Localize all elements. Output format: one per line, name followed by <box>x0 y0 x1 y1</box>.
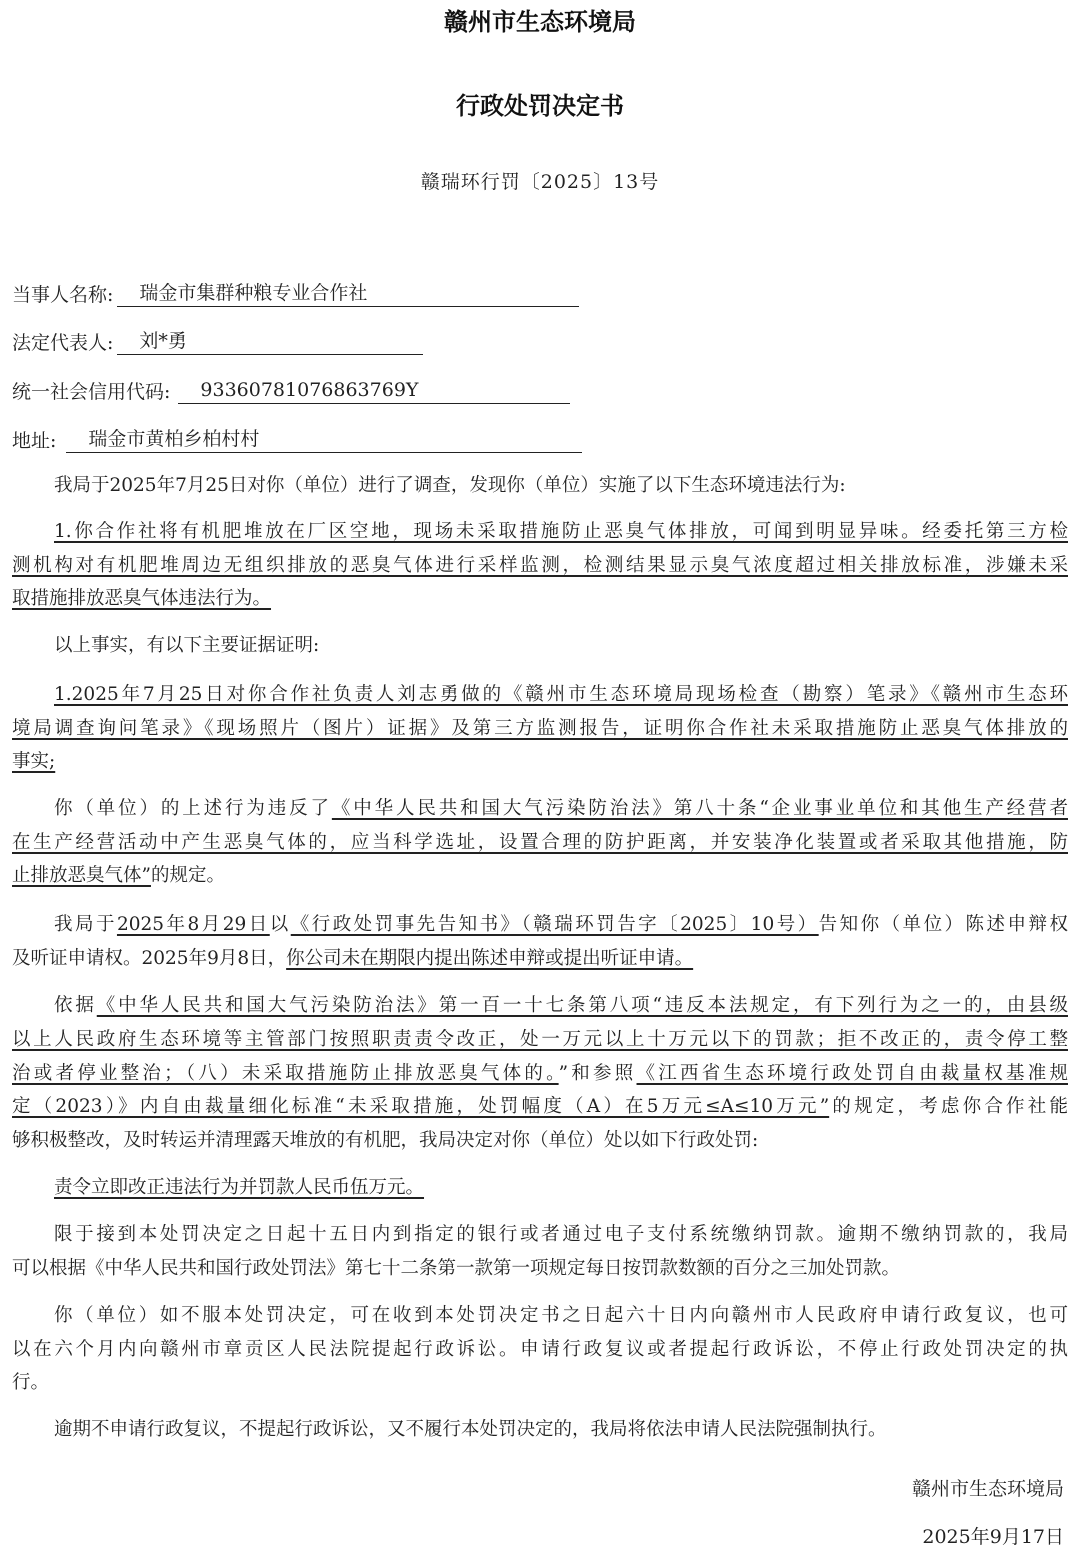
party-name-label: 当事人名称: <box>12 284 114 306</box>
evidence-intro: 以上事实，有以下主要证据证明: <box>54 635 320 656</box>
evidence-line-1: 1.2025年7月25日对你合作社负责人刘志勇做的《赣州市生态环境局现场检查（勘察）笔录》《赣州市生态环 <box>54 684 1068 705</box>
notice-line-1 <box>54 906 1068 944</box>
notice-date: 2025年8月29日 <box>116 914 270 935</box>
basis-item: 治或者停业整治；（八）未采取措施防止排放恶臭气体的。 <box>12 1063 559 1084</box>
payment-line-1: 限于接到本处罚决定之日起十五日内到指定的银行或者通过电子支付系统缴纳罚款。逾期不缴纳罚款的，我局 <box>54 1224 1068 1245</box>
basis-lead: 依据 <box>54 995 97 1016</box>
notice-line-2 <box>12 940 1068 978</box>
basis-standard-cont: 定（2023）》内自由裁量细化标准“未采取措施，处罚幅度（A）在5万元≤A≤10万元” <box>12 1096 830 1117</box>
evidence-line-3: 事实; <box>12 751 56 772</box>
notice-tail: 告知你（单位）陈述申辩权 <box>818 914 1068 935</box>
notice-result: 你公司未在期限内提出陈述申辩或提出听证申请。 <box>286 948 694 969</box>
law-line-3-tail: 的规定。 <box>150 865 225 886</box>
document-title: 行政处罚决定书 <box>456 92 624 120</box>
violation-line-2: 测机构对有机肥堆周边无组织排放的恶臭气体进行采样监测，检测结果显示臭气浓度超过相关排放标准，涉嫌未采 <box>12 555 1068 576</box>
notice-document: 《行政处罚事先告知书》（赣瑞环罚告字〔2025〕10号） <box>290 914 819 935</box>
investigation-paragraph: 我局于2025年7月25日对你（单位）进行了调查，发现你（单位）实施了以下生态环境违法行为: <box>54 475 846 496</box>
basis-line-5: 够积极整改，及时转运并清理露天堆放的有机肥，我局决定对你（单位）处以如下行政处罚: <box>12 1130 759 1151</box>
remedy-line-3: 行。 <box>12 1372 50 1393</box>
legal-rep-value: 刘*勇 <box>117 329 423 355</box>
agency-heading: 赣州市生态环境局 <box>444 8 636 36</box>
basis-cite: 《中华人民共和国大气污染防治法》第一百一十七条第八项“违反本法规定，有下列行为之一的，由县级 <box>96 995 1068 1016</box>
notice-by: 以 <box>269 914 291 935</box>
notice-hearing: 及听证申请权。2025年9月8日， <box>12 948 287 969</box>
notice-lead: 我局于 <box>54 914 117 935</box>
credit-code-label: 统一社会信用代码: <box>12 381 171 403</box>
law-line-1-lead: 你（单位）的上述行为违反了 <box>54 798 332 819</box>
basis-ref: ”和参照 <box>558 1063 637 1084</box>
party-name-value: 瑞金市集群种粮专业合作社 <box>117 281 579 307</box>
legal-rep-row <box>12 328 423 355</box>
basis-standard: 《江西省生态环境行政处罚自由裁量权基准规 <box>636 1063 1068 1084</box>
credit-code-value: 93360781076863769Y <box>178 378 570 404</box>
basis-line-4 <box>12 1088 1068 1126</box>
signature-agency: 赣州市生态环境局 <box>911 1478 1064 1500</box>
payment-line-2: 可以根据《中华人民共和国行政处罚法》第七十二条第一款第一项规定每日按罚款数额的百分之三加处罚款。 <box>12 1258 901 1279</box>
enforcement-paragraph: 逾期不申请行政复议，不提起行政诉讼，又不履行本处罚决定的，我局将依法申请人民法院强制执行。 <box>54 1419 887 1440</box>
legal-rep-label: 法定代表人: <box>12 332 114 354</box>
remedy-line-2: 以在六个月内向赣州市章贡区人民法院提起行政诉讼。申请行政复议或者提起行政诉讼，不停止行政处罚决定的执 <box>12 1339 1068 1360</box>
remedy-line-1: 你（单位）如不服本处罚决定，可在收到本处罚决定书之日起六十日内向赣州市人民政府申请行政复议，也可 <box>54 1305 1068 1326</box>
basis-consider: 的规定，考虑你合作社能 <box>829 1096 1068 1117</box>
signature-date: 2025年9月17日 <box>922 1526 1064 1548</box>
document-number: 赣瑞环行罚〔2025〕13号 <box>420 171 660 193</box>
violation-line-3: 取措施排放恶臭气体违法行为。 <box>12 588 272 609</box>
law-line-3-cite: 止排放恶臭气体” <box>12 865 151 886</box>
evidence-line-2: 境局调查询问笔录》《现场照片（图片）证据》及第三方监测报告，证明你合作社未采取措施防止恶臭气体排放的 <box>12 718 1068 739</box>
law-line-2: 在生产经营活动中产生恶臭气体的，应当科学选址，设置合理的防护距离，并安装净化装置或者采取其他措施，防 <box>12 832 1068 853</box>
law-line-1-cite: 《中华人民共和国大气污染防治法》第八十条“企业事业单位和其他生产经营者 <box>331 798 1068 819</box>
address-row <box>12 426 582 453</box>
basis-line-2: 以上人民政府生态环境等主管部门按照职责责令改正，处一万元以上十万元以下的罚款；拒不改正的，责令停工整 <box>12 1029 1068 1050</box>
credit-code-row <box>12 377 570 404</box>
violation-line-1: 1.你合作社将有机肥堆放在厂区空地，现场未采取措施防止恶臭气体排放，可闻到明显异味。经委托第三方检 <box>54 521 1068 542</box>
address-label: 地址: <box>12 430 57 452</box>
address-value: 瑞金市黄柏乡柏村村 <box>66 427 582 453</box>
penalty-decision: 责令立即改正违法行为并罚款人民币伍万元。 <box>54 1177 425 1198</box>
law-line-1 <box>54 790 1068 828</box>
party-name-row <box>12 280 579 307</box>
law-line-3 <box>12 857 1068 895</box>
basis-line-1 <box>54 987 1068 1025</box>
